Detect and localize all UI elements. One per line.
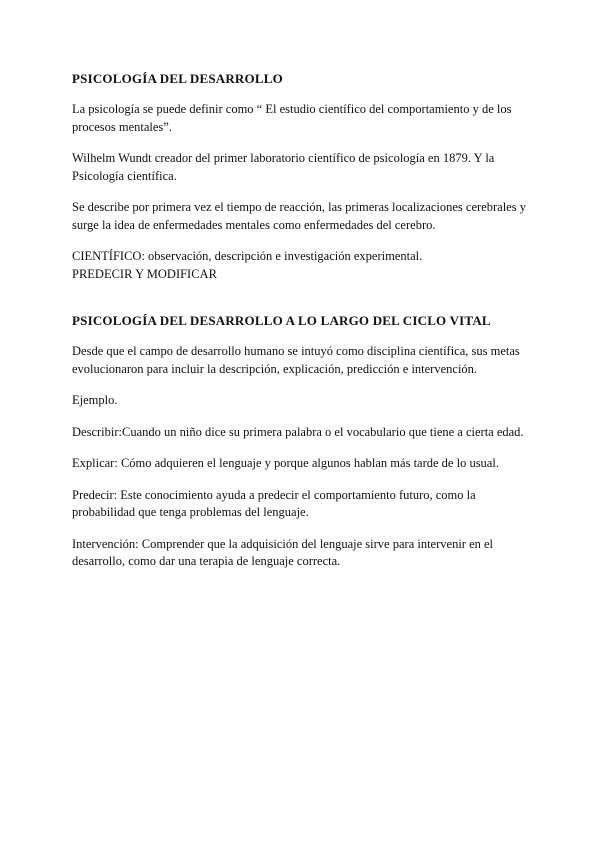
predecir-line: PREDECIR Y MODIFICAR xyxy=(72,266,217,281)
paragraph-intervencion: Intervención: Comprender que la adquisición del lenguaje sirve para intervenir en el desarrollo, como dar una terapia de lenguaje correcta. xyxy=(72,536,494,568)
paragraph-wundt: Wilhelm Wundt creador del primer laboratorio científico de psicología en 1879. Y la Psicología científica. xyxy=(72,151,495,183)
paragraph-cientifico xyxy=(72,248,530,283)
paragraph-ejemplo: Ejemplo. xyxy=(72,393,118,407)
paragraph-predecir: Predecir: Este conocimiento ayuda a predecir el comportamiento futuro, como la probabilidad que tenga problemas del lenguaje. xyxy=(72,487,476,519)
paragraph-tiempo-reaccion: Se describe por primera vez el tiempo de reacción, las primeras localizaciones cerebrales y surge la idea de enfermedades mentales como enfermedades del cerebro. xyxy=(72,200,526,232)
paragraph-metas: Desde que el campo de desarrollo humano se intuyó como disciplina científica, sus metas evolucionaron para incluir la descripción, explicación, predicción e intervención. xyxy=(72,344,520,376)
paragraph-describir: Describir:Cuando un niño dice su primera palabra o el vocabulario que tiene a cierta edad. xyxy=(72,424,524,439)
section-heading-psicologia-desarrollo: PSICOLOGÍA DEL DESARROLLO xyxy=(72,71,283,86)
section-heading-ciclo-vital: PSICOLOGÍA DEL DESARROLLO A LO LARGO DEL CICLO VITAL xyxy=(72,313,491,328)
cientifico-line: CIENTÍFICO: observación, descripción e investigación experimental. xyxy=(72,249,423,263)
paragraph-explicar: Explicar: Cómo adquieren el lenguaje y porque algunos hablan más tarde de lo usual. xyxy=(72,456,499,470)
paragraph-definicion: La psicología se puede definir como “ El estudio científico del comportamiento y de los procesos mentales”. xyxy=(72,102,512,134)
